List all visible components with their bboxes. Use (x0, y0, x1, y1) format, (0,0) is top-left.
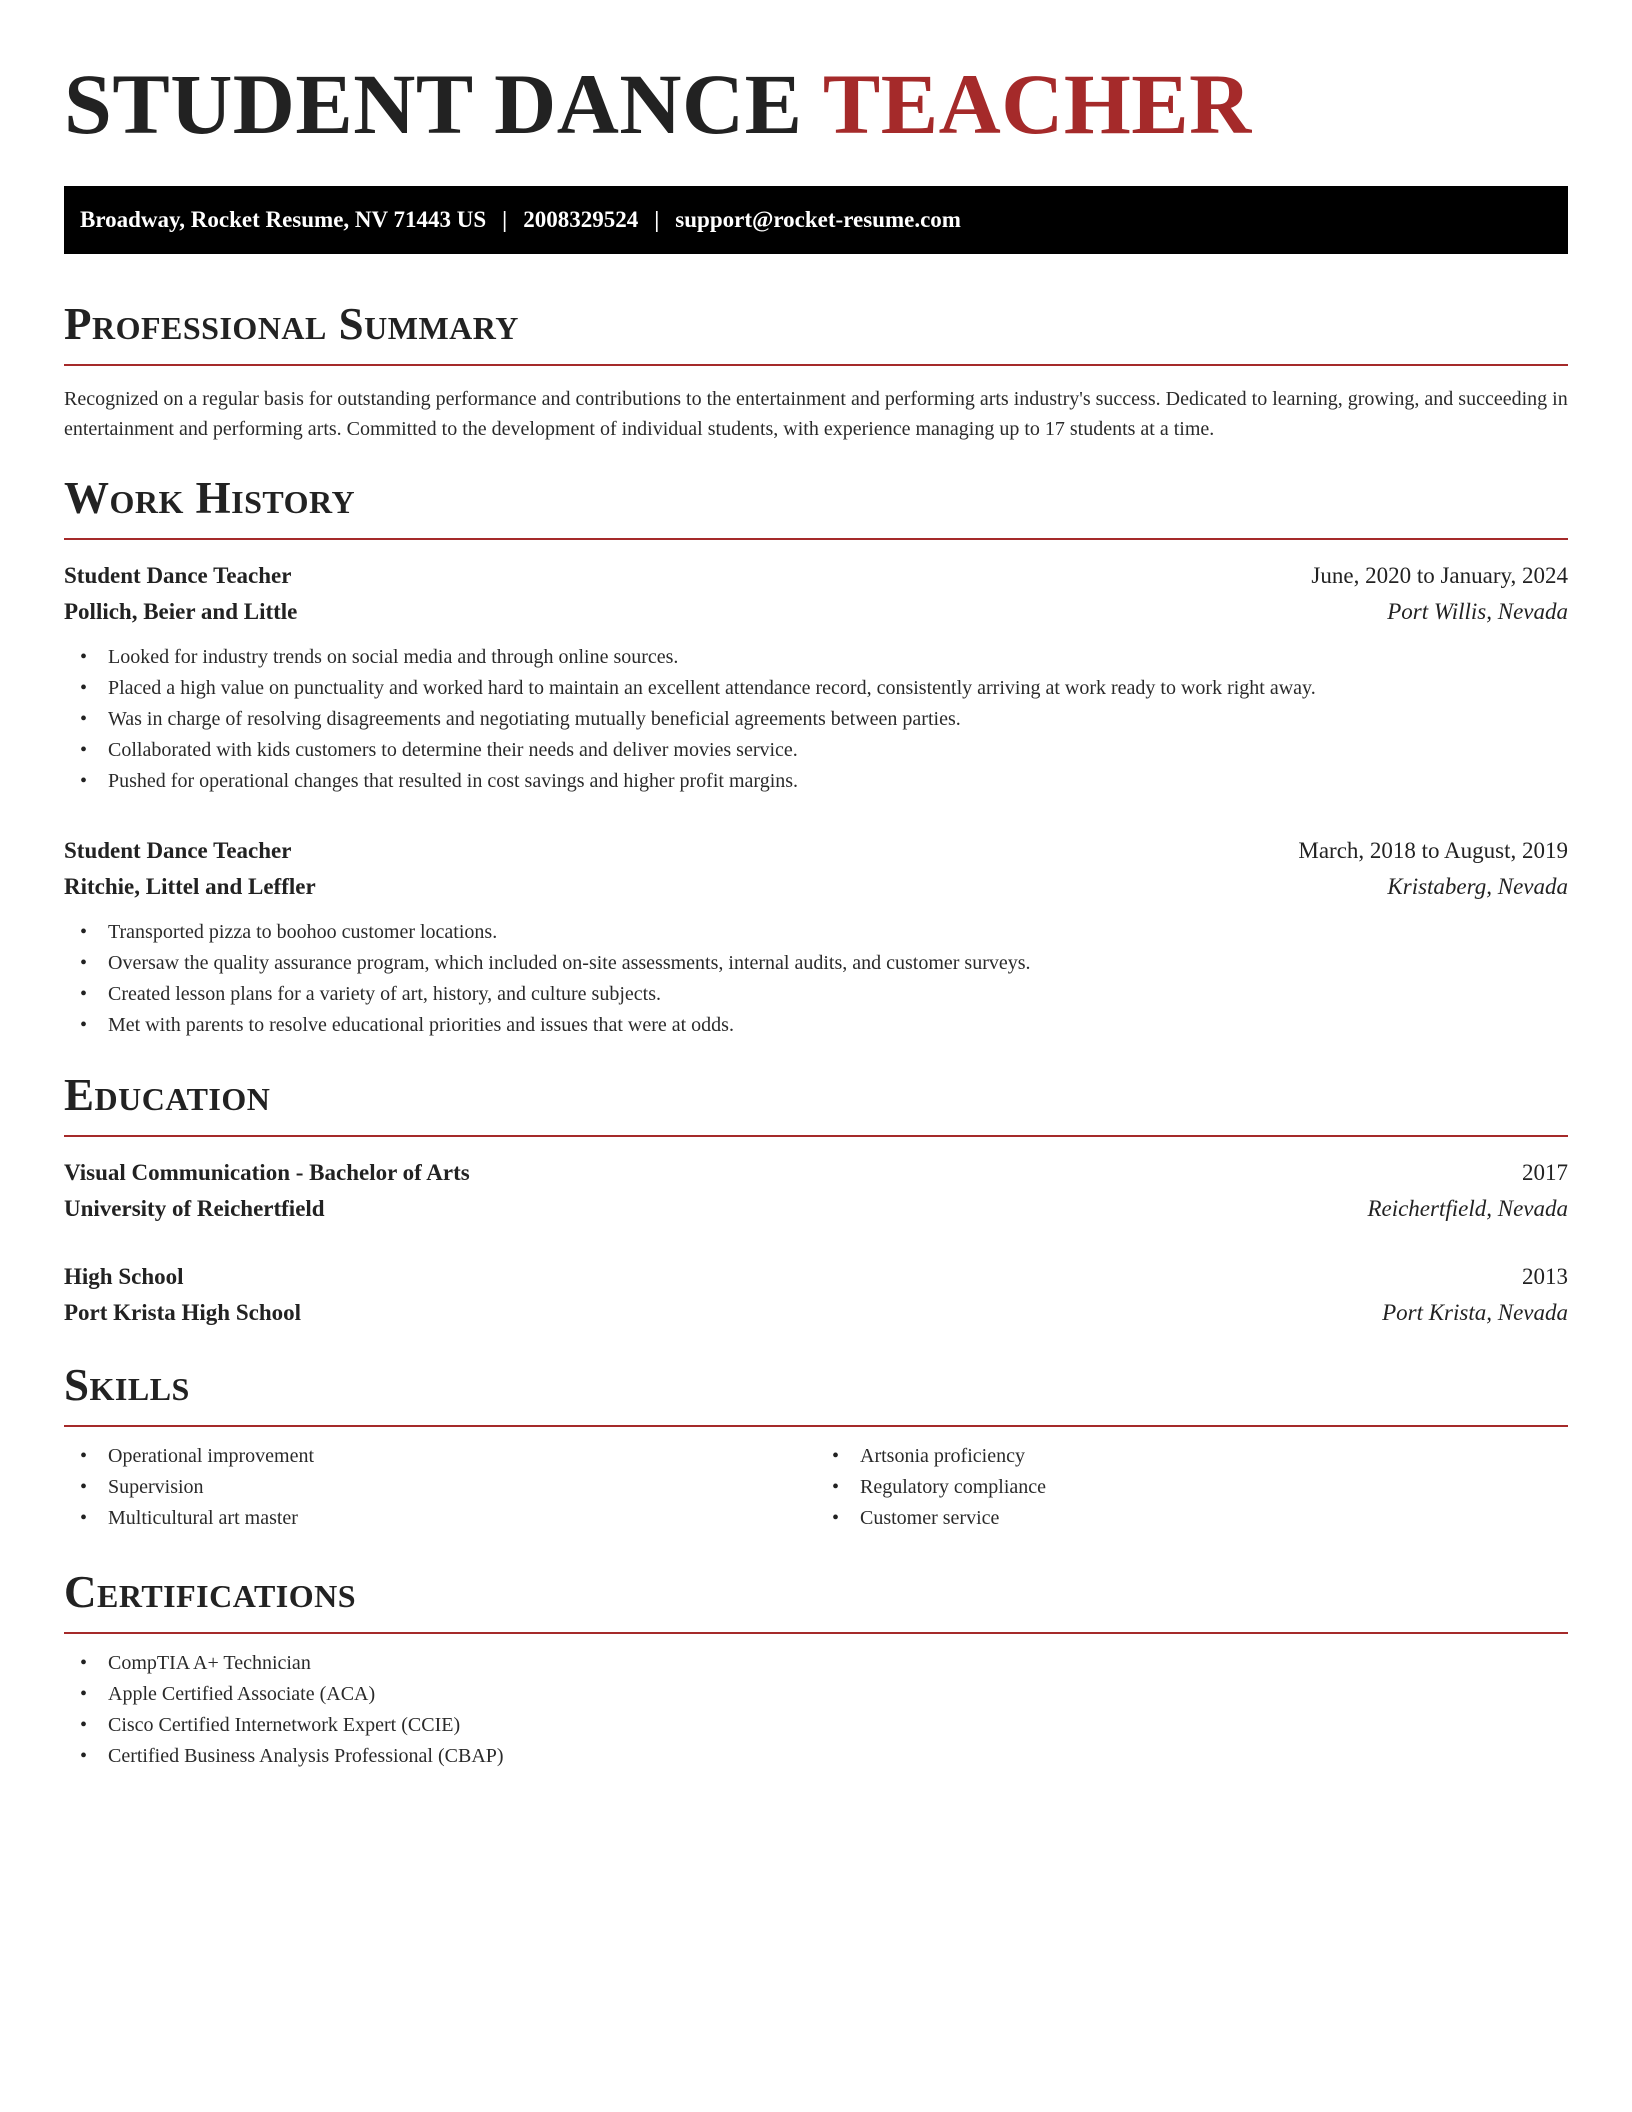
section-divider (64, 364, 1568, 366)
section-title-education: Education (64, 1070, 271, 1120)
certification-item: • Apple Certified Associate (ACA) (64, 1679, 1568, 1710)
contact-bar (64, 186, 1568, 254)
section-divider (64, 1425, 1568, 1427)
skill-item: • Multicultural art master (64, 1503, 816, 1534)
job-company: Pollich, Beier and Little (64, 599, 298, 624)
certification-item: • Certified Business Analysis Professional (CBAP) (64, 1741, 1568, 1772)
education-entry (64, 1259, 1568, 1331)
summary-text: Recognized on a regular basis for outstanding performance and contributions to the entertainment and performing arts industry's success. Dedicated to learning, growing, and succeeding in entertainment and performing arts. Committed to the development of individual students, with experience managing up to 17 students at a time. (64, 388, 1568, 440)
job-bullet: • Was in charge of resolving disagreements and negotiating mutually beneficial agreements between parties. (64, 704, 1568, 735)
contact-separator: | (502, 207, 508, 232)
education-school: University of Reichertfield (64, 1196, 325, 1221)
skill-item: • Operational improvement (64, 1441, 816, 1472)
education-school-row (64, 1191, 1568, 1227)
resume-name (64, 0, 1568, 152)
name-accent: TEACHER (822, 56, 1252, 152)
job-dates: June, 2020 to January, 2024 (1311, 563, 1568, 588)
job-dates: March, 2018 to August, 2019 (1298, 838, 1568, 863)
job-location: Port Willis, Nevada (1387, 599, 1568, 624)
education-entry (64, 1155, 1568, 1227)
contact-email: support@rocket-resume.com (675, 207, 961, 232)
skills-column-left (64, 1441, 816, 1534)
skill-item: • Regulatory compliance (816, 1472, 1568, 1503)
education-degree: High School (64, 1264, 184, 1289)
certifications-list (64, 1648, 1568, 1772)
skills-grid (64, 1441, 1568, 1534)
contact-separator: | (654, 207, 660, 232)
job-bullet: • Oversaw the quality assurance program, which included on-site assessments, internal audits, and customer surveys. (64, 948, 1568, 979)
education-location: Reichertfield, Nevada (1367, 1196, 1568, 1221)
job-company-row (64, 594, 1568, 630)
job-entry (64, 558, 1568, 797)
education-year: 2017 (1522, 1160, 1568, 1185)
section-title-skills: Skills (64, 1360, 190, 1410)
job-bullet: • Looked for industry trends on social media and through online sources. (64, 642, 1568, 673)
job-header-row (64, 833, 1568, 869)
section-title-certifications: Certifications (64, 1567, 357, 1617)
job-company-row (64, 869, 1568, 905)
job-role: Student Dance Teacher (64, 838, 292, 863)
job-bullet: • Collaborated with kids customers to determine their needs and deliver movies service. (64, 735, 1568, 766)
education-header-row (64, 1259, 1568, 1295)
section-title-work-history: Work History (64, 473, 356, 523)
education-header-row (64, 1155, 1568, 1191)
section-divider (64, 1632, 1568, 1634)
contact-address: Broadway, Rocket Resume, NV 71443 US (80, 207, 487, 232)
job-role: Student Dance Teacher (64, 563, 292, 588)
section-title-summary: Professional Summary (64, 299, 519, 349)
job-header-row (64, 558, 1568, 594)
job-bullets (64, 642, 1568, 797)
job-bullet: • Created lesson plans for a variety of art, history, and culture subjects. (64, 979, 1568, 1010)
certifications-section (64, 1566, 1568, 1772)
contact-phone: 2008329524 (523, 207, 639, 232)
job-bullet: • Pushed for operational changes that resulted in cost savings and higher profit margins. (64, 766, 1568, 797)
job-bullet: • Met with parents to resolve educational priorities and issues that were at odds. (64, 1010, 1568, 1041)
section-divider (64, 538, 1568, 540)
work-history-section (64, 472, 1568, 1041)
certification-item: • CompTIA A+ Technician (64, 1648, 1568, 1679)
job-bullet: • Placed a high value on punctuality and worked hard to maintain an excellent attendance record, consistently arriving at work ready to work right away. (64, 673, 1568, 704)
education-year: 2013 (1522, 1264, 1568, 1289)
skill-item: • Artsonia proficiency (816, 1441, 1568, 1472)
name-primary: STUDENT DANCE (64, 56, 803, 152)
section-divider (64, 1135, 1568, 1137)
education-school-row (64, 1295, 1568, 1331)
summary-section (64, 298, 1568, 444)
skills-column-right (816, 1441, 1568, 1534)
job-entry (64, 833, 1568, 1041)
education-section (64, 1069, 1568, 1331)
certification-item: • Cisco Certified Internetwork Expert (CCIE) (64, 1710, 1568, 1741)
skill-item: • Customer service (816, 1503, 1568, 1534)
education-degree: Visual Communication - Bachelor of Arts (64, 1160, 470, 1185)
skill-item: • Supervision (64, 1472, 816, 1503)
job-company: Ritchie, Littel and Leffler (64, 874, 316, 899)
job-bullet: • Transported pizza to boohoo customer locations. (64, 917, 1568, 948)
education-location: Port Krista, Nevada (1382, 1300, 1568, 1325)
education-school: Port Krista High School (64, 1300, 302, 1325)
job-location: Kristaberg, Nevada (1387, 874, 1568, 899)
skills-section (64, 1359, 1568, 1534)
job-bullets (64, 917, 1568, 1041)
